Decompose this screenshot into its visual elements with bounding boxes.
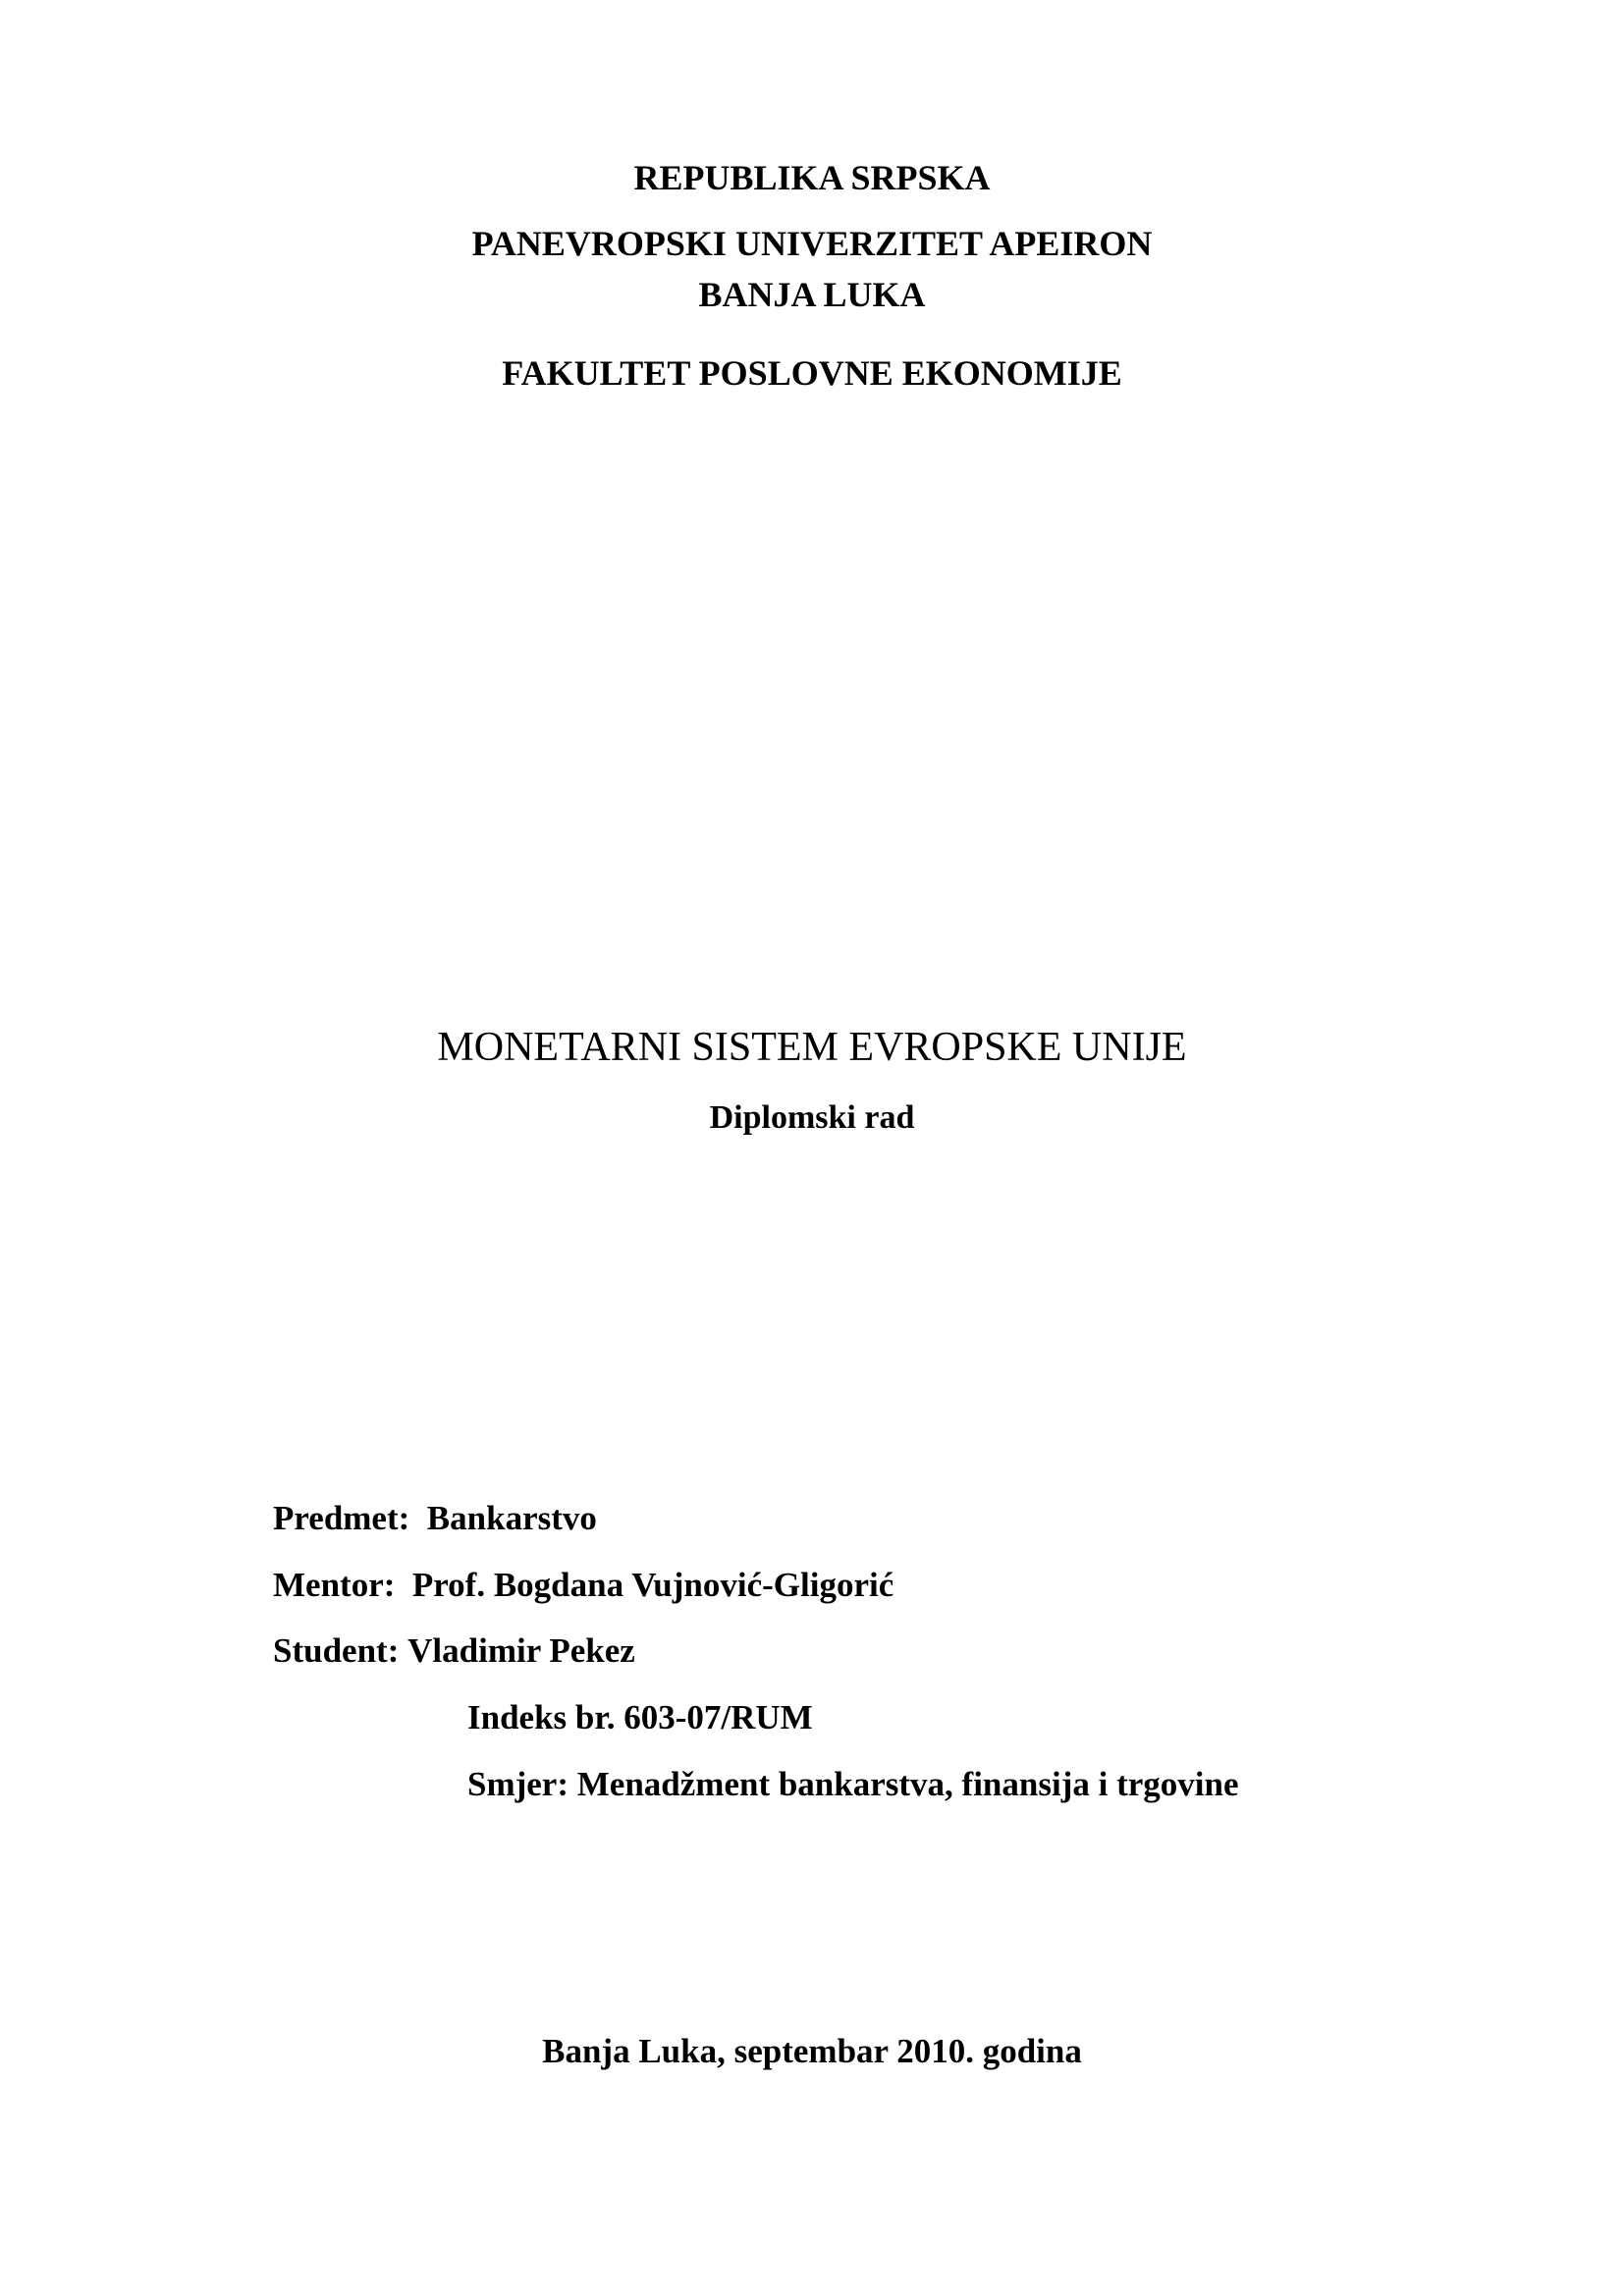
university-heading: PANEVROPSKI UNIVERZITET APEIRON — [471, 224, 1153, 263]
thesis-subtitle: Diplomski rad — [709, 1099, 915, 1136]
study-major: Smjer: Menadžment bankarstva, finansija i trgovine — [467, 1765, 1239, 1803]
subject-label: Predmet: — [273, 1499, 410, 1537]
student-label: Student: — [273, 1631, 400, 1670]
republic-heading: REPUBLIKA SRPSKA — [633, 158, 991, 197]
student-row — [273, 1633, 635, 1668]
mentor-row — [273, 1568, 893, 1602]
thesis-title: MONETARNI SISTEM EVROPSKE UNIJE — [437, 1025, 1187, 1070]
subject-value: Bankarstvo — [426, 1499, 597, 1537]
student-value: Vladimir Pekez — [407, 1631, 635, 1670]
place-date: Banja Luka, septembar 2010. godina — [542, 2032, 1082, 2070]
faculty-heading: FAKULTET POSLOVNE EKONOMIJE — [502, 353, 1122, 393]
mentor-label: Mentor: — [273, 1566, 396, 1604]
subject-row — [273, 1501, 597, 1535]
index-number: Indeks br. 603-07/RUM — [467, 1698, 813, 1736]
mentor-value: Prof. Bogdana Vujnović-Gligorić — [411, 1566, 894, 1604]
city-heading: BANJA LUKA — [698, 275, 926, 314]
